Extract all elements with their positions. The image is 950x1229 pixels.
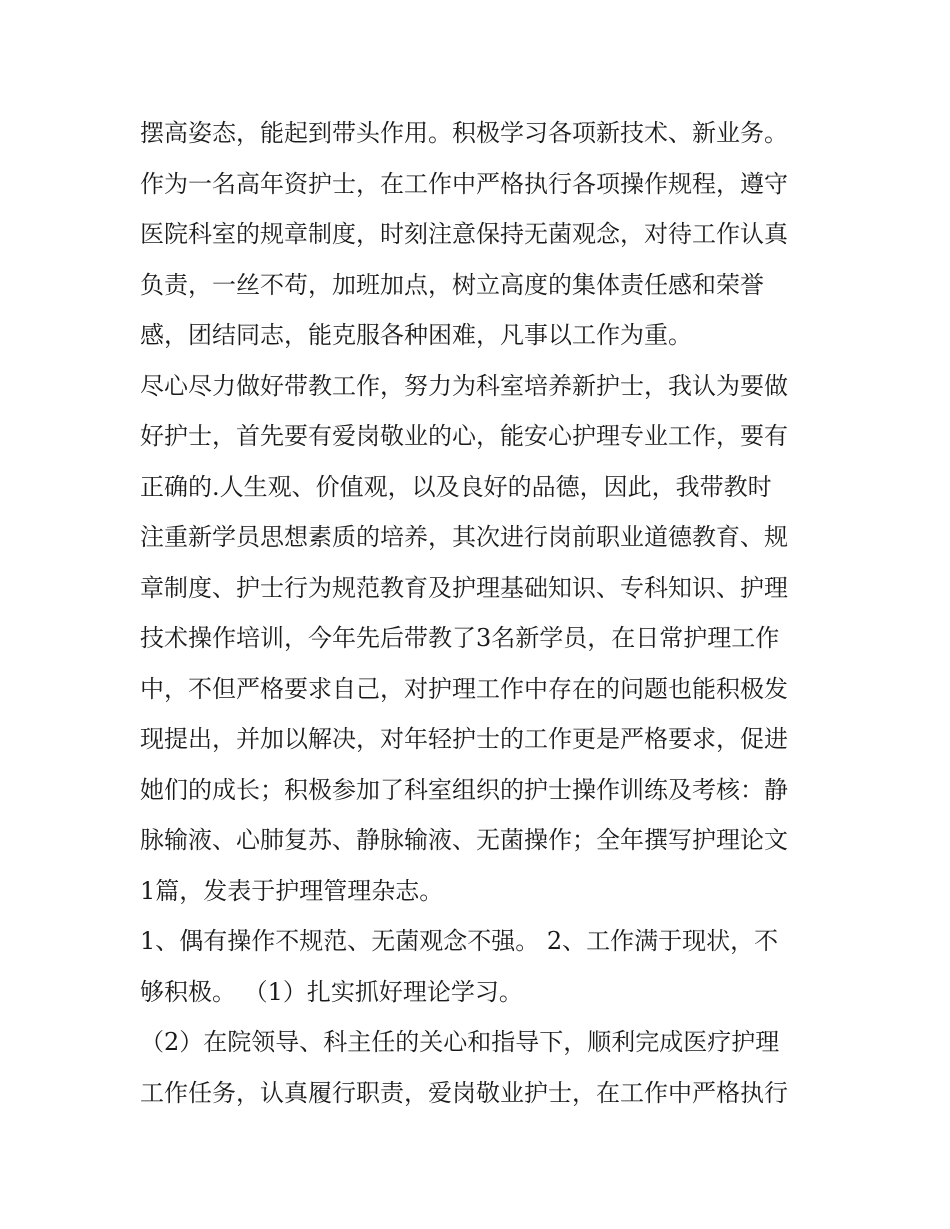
text-line: 她们的成长；积极参加了科室组织的护士操作训练及考核：静 [140,775,788,804]
text-line: 1、偶有操作不规范、无菌观念不强。 2、工作满于现状，不 [140,927,779,955]
text-line: （2）在院领导、科主任的关心和指导下，顺利完成医疗护理 [140,1028,780,1056]
text-line: 好护士，首先要有爱岗敬业的心，能安心护理专业工作，要有 [140,422,788,450]
text-line: 作为一名高年资护士，在工作中严格执行各项操作规程，遵守 [140,169,788,198]
text-line: 正确的.人生观、价值观，以及良好的品德，因此，我带教时 [140,472,772,501]
text-line: 脉输液、心肺复苏、静脉输液、无菌操作；全年撰写护理论文 [140,826,788,854]
text-line: 够积极。 （1）扎实抓好理论学习。 [140,977,523,1006]
body-text [140,108,830,1118]
text-line: 1篇，发表于护理管理杂志。 [140,876,444,905]
text-line: 尽心尽力做好带教工作，努力为科室培养新护士，我认为要做 [140,371,788,400]
text-line: 注重新学员思想素质的培养，其次进行岗前职业道德教育、规 [140,523,788,551]
text-line: 工作任务，认真履行职责，爱岗敬业护士，在工作中严格执行 [140,1078,788,1107]
text-line: 医院科室的规章制度，时刻注意保持无菌观念，对待工作认真 [140,220,788,248]
text-line: 章制度、护士行为规范教育及护理基础知识、专科知识、护理 [140,573,788,602]
text-line: 中，不但严格要求自己，对护理工作中存在的问题也能积极发 [140,674,788,703]
text-line: 技术操作培训，今年先后带教了3名新学员，在日常护理工作 [140,624,780,652]
text-line: 现提出，并加以解决，对年轻护士的工作更是严格要求，促进 [140,725,788,753]
text-line: 感，团结同志，能克服各种困难，凡事以工作为重。 [140,321,692,349]
text-line: 摆高姿态，能起到带头作用。积极学习各项新技术、新业务。 [140,119,788,147]
text-line: 负责，一丝不苟，加班加点，树立高度的集体责任感和荣誉 [140,270,764,299]
